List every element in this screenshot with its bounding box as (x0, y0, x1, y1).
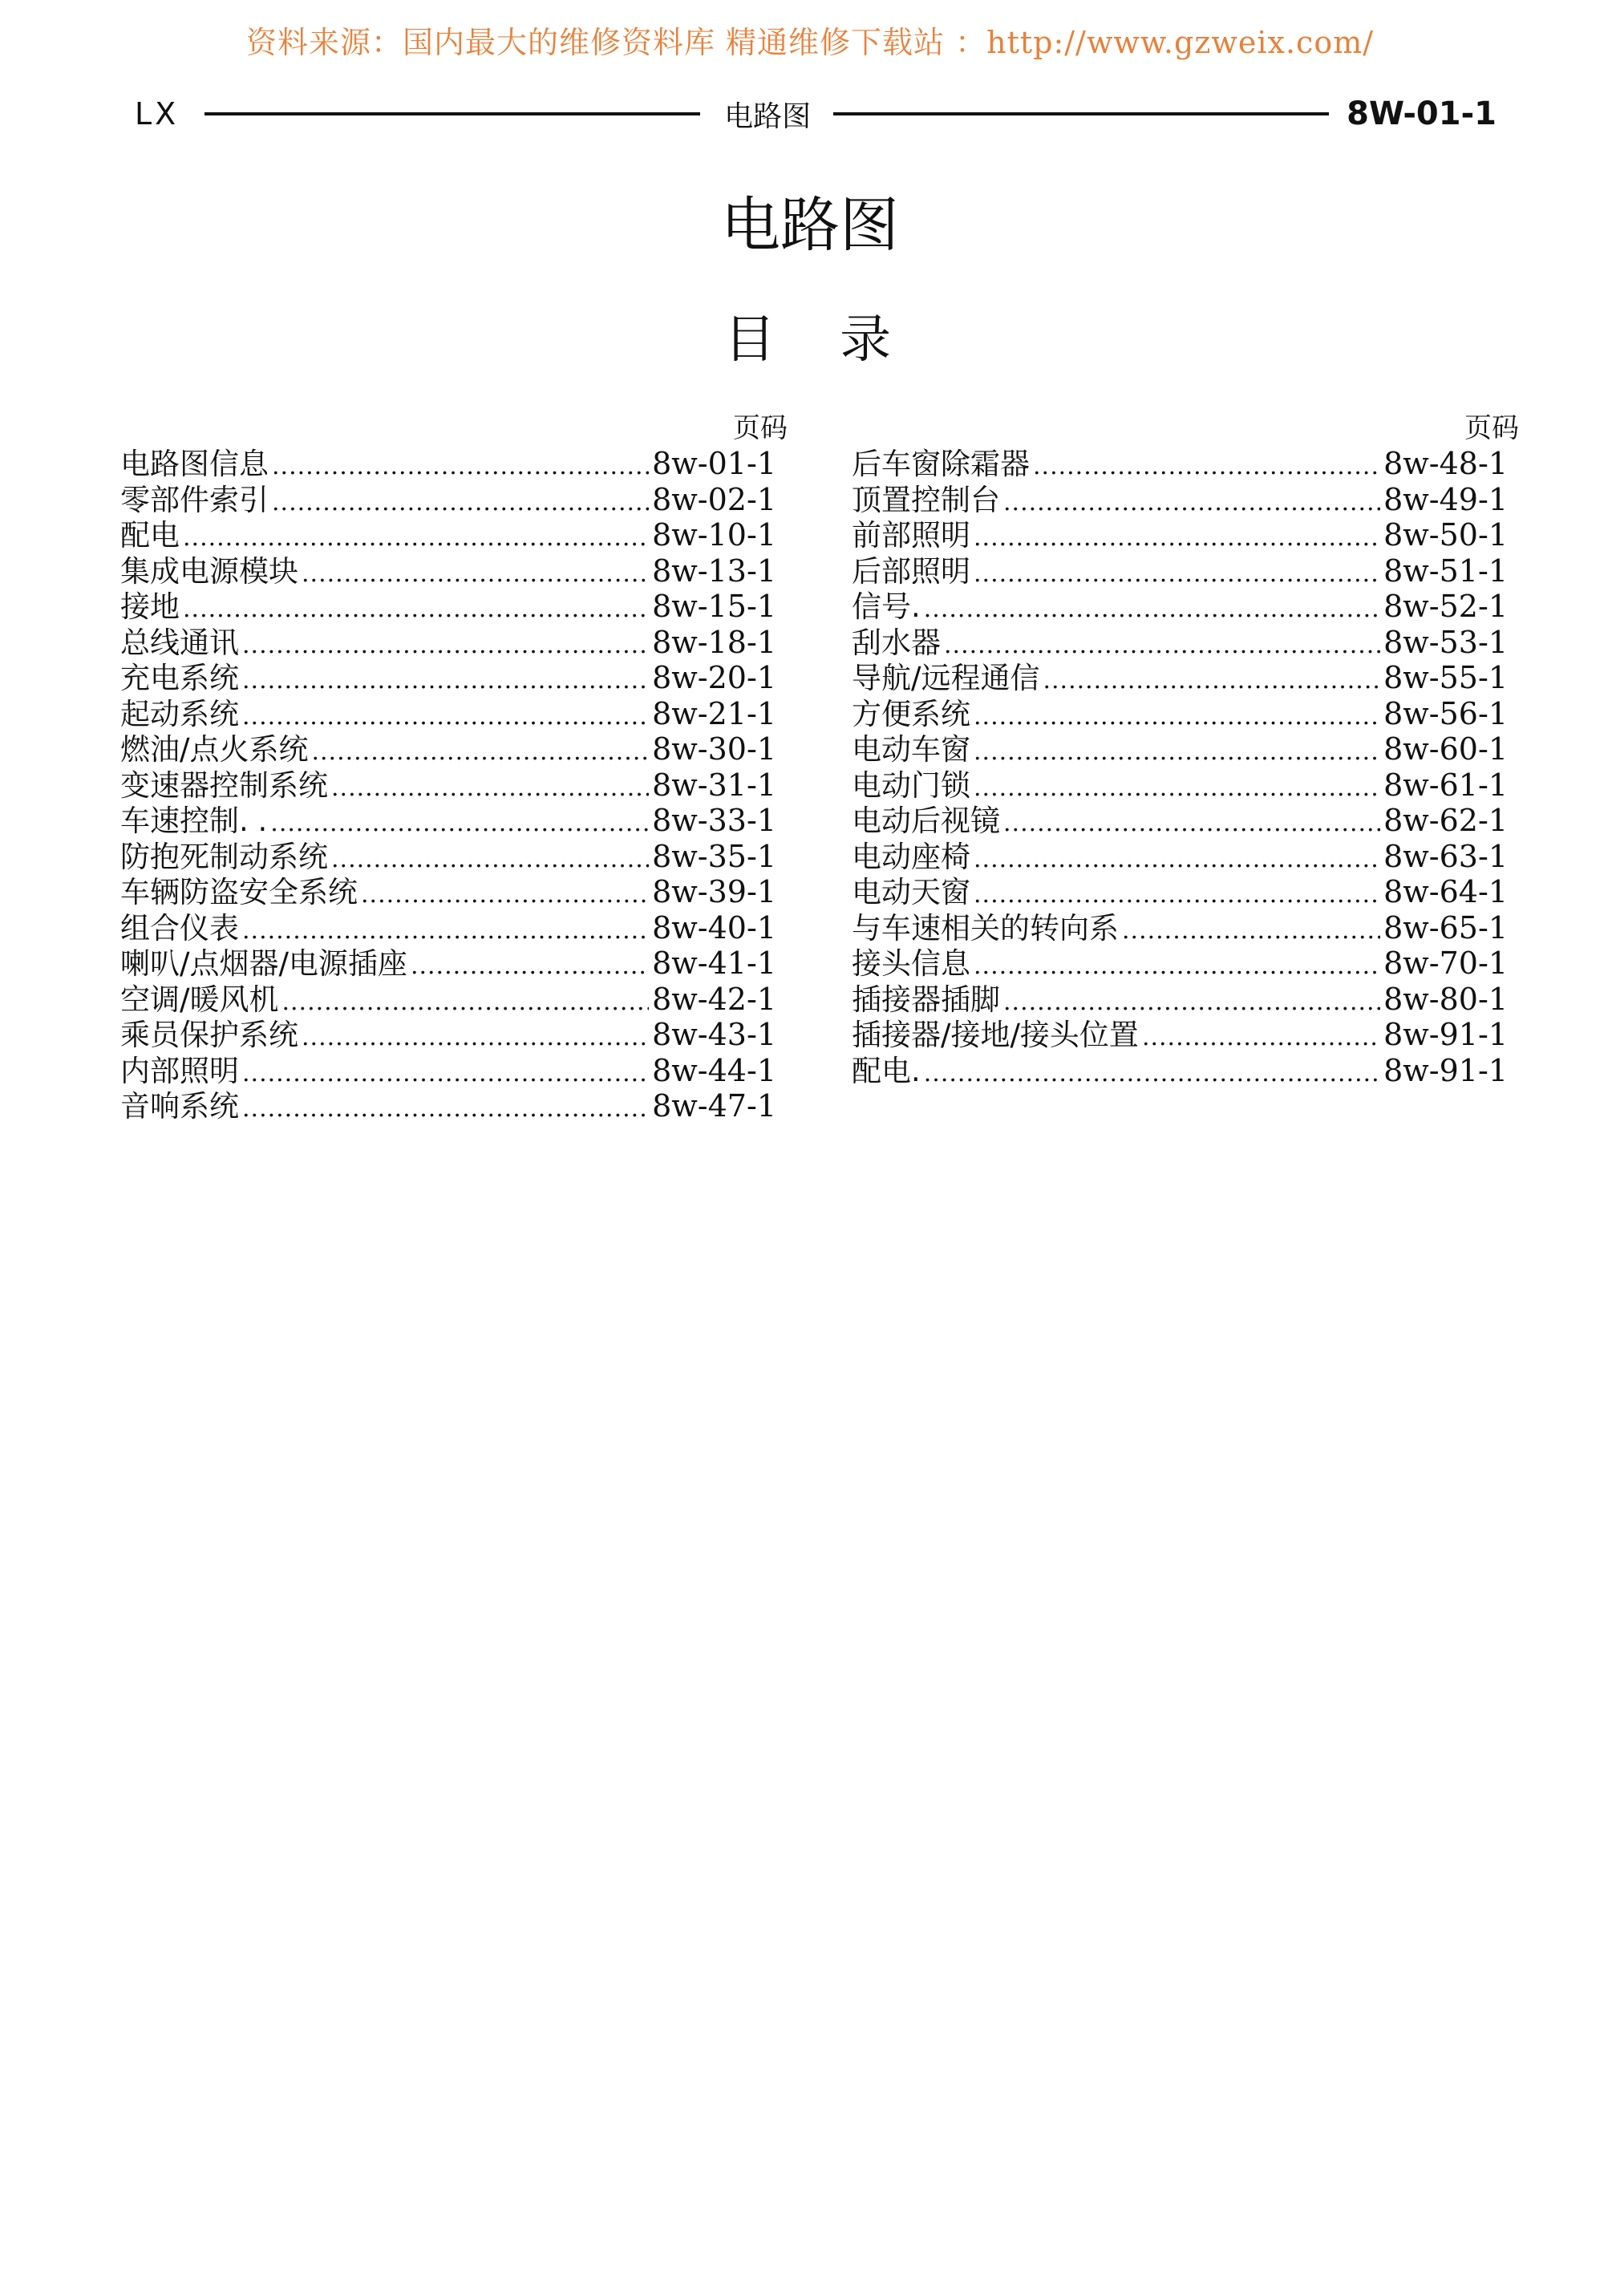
toc-entry[interactable] (120, 731, 776, 767)
dot-leader (272, 485, 649, 521)
toc-list-right (852, 446, 1508, 1088)
dot-leader (974, 520, 1380, 557)
toc-entry-page: 8w-10-1 (652, 517, 776, 553)
toc-entry-page: 8w-49-1 (1383, 481, 1508, 517)
dot-leader (361, 877, 649, 913)
toc-entry-label: 插接器插脚 (852, 982, 1000, 1017)
toc-entry[interactable] (852, 446, 1508, 482)
toc-entry-page: 8w-64-1 (1383, 874, 1508, 909)
toc-entry[interactable] (120, 839, 776, 875)
toc-entry-label: 乘员保护系统 (120, 1018, 298, 1052)
dot-leader (974, 877, 1380, 913)
toc-entry-label: 零部件索引 (120, 482, 269, 517)
toc-entry-label: 电路图信息 (120, 447, 269, 481)
toc-entry-page: 8w-48-1 (1383, 446, 1508, 481)
toc-entry[interactable] (852, 660, 1508, 696)
toc-entry-label: 燃油/点火系统 (120, 732, 309, 767)
toc-entry-page: 8w-44-1 (652, 1052, 776, 1088)
toc-entry-label: 总线通讯 (120, 625, 239, 660)
toc-entry-label: 电动后视镜 (852, 804, 1000, 838)
dot-leader (242, 663, 649, 699)
toc-entry-page: 8w-55-1 (1383, 660, 1508, 695)
toc-entry[interactable] (852, 731, 1508, 767)
toc-entry-label: 导航/远程通信 (852, 661, 1040, 695)
toc-column-left (120, 411, 788, 1124)
toc-entry-page: 8w-35-1 (652, 838, 776, 874)
dot-leader (242, 699, 649, 735)
dot-leader (242, 628, 649, 664)
toc-entry-label: 起动系统 (120, 696, 239, 731)
toc-entry-page: 8w-43-1 (652, 1017, 776, 1052)
source-watermark: 资料来源：国内最大的维修资料库 精通维修下载站 ：http://www.gzweix.com/ (245, 25, 1375, 60)
toc-entry-page: 8w-52-1 (1383, 589, 1508, 624)
toc-entry-label: 前部照明 (852, 518, 970, 553)
toc-entry[interactable] (120, 910, 776, 946)
toc-entry[interactable] (120, 446, 776, 482)
toc-entry-page: 8w-53-1 (1383, 624, 1508, 660)
page-column-header: 页码 (733, 412, 788, 444)
toc-entry-page: 8w-40-1 (652, 909, 776, 946)
toc-entry-label: 插接器/接地/接头位置 (852, 1018, 1139, 1052)
toc-entry-label: 信号. (852, 589, 921, 624)
toc-entry[interactable] (120, 660, 776, 696)
dot-leader (302, 557, 649, 593)
toc-entry-label: 配电 (120, 518, 180, 553)
dot-leader (242, 1091, 649, 1128)
toc-entry[interactable] (120, 803, 776, 839)
toc-entry-label: 音响系统 (120, 1089, 239, 1124)
dot-leader (311, 735, 649, 771)
toc-entry[interactable] (852, 553, 1508, 589)
model-code: LX (135, 96, 180, 132)
toc-entry[interactable] (852, 874, 1508, 910)
dot-leader (974, 842, 1380, 878)
toc-entry[interactable] (852, 767, 1508, 804)
header-rule-left (205, 112, 700, 115)
toc-entry-page: 8w-13-1 (652, 553, 776, 589)
toc-entry-label: 后部照明 (852, 553, 970, 589)
dot-leader (242, 913, 649, 950)
toc-entry-page: 8w-51-1 (1383, 553, 1508, 589)
toc-entry-page: 8w-39-1 (652, 874, 776, 909)
toc-entry[interactable] (120, 553, 776, 589)
toc-entry[interactable] (852, 803, 1508, 839)
toc-entry-page: 8w-56-1 (1383, 695, 1508, 731)
toc-entry-label: 变速器控制系统 (120, 767, 328, 803)
dot-leader (331, 771, 649, 807)
toc-entry-page: 8w-91-1 (1383, 1017, 1508, 1052)
toc-entry[interactable] (120, 696, 776, 732)
toc-entry-label: 刮水器 (852, 625, 941, 660)
toc-entry[interactable] (852, 517, 1508, 553)
toc-entry-page: 8w-42-1 (652, 981, 776, 1017)
toc-entry-page: 8w-02-1 (652, 481, 776, 517)
toc-heading: 目 录 (723, 310, 916, 370)
toc-entry-label: 与车速相关的转向系 (852, 910, 1119, 946)
toc-entry-label: 电动天窗 (852, 875, 970, 909)
dot-leader (944, 628, 1380, 664)
header-rule-right (833, 112, 1329, 115)
page-column-header: 页码 (1464, 412, 1519, 444)
toc-entry-label: 集成电源模块 (120, 553, 298, 589)
toc-entry-label: 接头信息 (852, 946, 970, 981)
toc-entry-page: 8w-20-1 (652, 660, 776, 695)
dot-leader (281, 985, 649, 1021)
toc-entry-page: 8w-80-1 (1383, 981, 1508, 1017)
toc-entry[interactable] (120, 874, 776, 910)
dot-leader (974, 699, 1380, 735)
dot-leader (1033, 449, 1380, 485)
toc-entry-page: 8w-01-1 (652, 446, 776, 481)
toc-entry-page: 8w-50-1 (1383, 517, 1508, 553)
toc-entry-label: 空调/暖风机 (120, 982, 279, 1017)
dot-leader (272, 449, 649, 485)
toc-entry[interactable] (852, 946, 1508, 982)
dot-leader (1122, 913, 1380, 950)
dot-leader (974, 557, 1380, 593)
dot-leader (411, 949, 649, 985)
dot-leader (924, 592, 1380, 628)
toc-entry[interactable] (852, 1017, 1508, 1053)
toc-entry[interactable] (852, 696, 1508, 732)
toc-entry-page: 8w-41-1 (652, 946, 776, 981)
toc-entry[interactable] (120, 1017, 776, 1053)
dot-leader (974, 735, 1380, 771)
toc-entry-label: 电动车窗 (852, 732, 970, 767)
dot-leader (183, 592, 649, 628)
dot-leader (1003, 806, 1380, 842)
toc-entry[interactable] (852, 625, 1508, 661)
toc-entry[interactable] (120, 1088, 776, 1124)
toc-entry-page: 8w-63-1 (1383, 838, 1508, 874)
toc-entry[interactable] (120, 589, 776, 625)
toc-entry[interactable] (120, 1053, 776, 1089)
toc-entry-page: 8w-62-1 (1383, 803, 1508, 838)
toc-entry-page: 8w-33-1 (652, 803, 776, 838)
toc-entry-label: 顶置控制台 (852, 482, 1000, 517)
toc-entry-label: 配电. (852, 1053, 921, 1088)
dot-leader (1003, 485, 1380, 521)
dot-leader (331, 842, 649, 878)
toc-entry-label: 电动门锁 (852, 767, 970, 803)
toc-column-right (852, 411, 1519, 1088)
toc-entry-page: 8w-31-1 (652, 767, 776, 803)
toc-entry-page: 8w-70-1 (1383, 946, 1508, 981)
toc-entry[interactable] (852, 910, 1508, 946)
toc-entry-page: 8w-65-1 (1383, 909, 1508, 946)
toc-entry[interactable] (120, 482, 776, 518)
toc-entry-page: 8w-47-1 (652, 1088, 776, 1124)
toc-entry[interactable] (120, 946, 776, 982)
toc-entry[interactable] (852, 839, 1508, 875)
dot-leader (1003, 985, 1380, 1021)
toc-list-left (120, 446, 776, 1124)
toc-entry-label: 后车窗除霜器 (852, 447, 1030, 481)
toc-entry-label: 防抱死制动系统 (120, 839, 328, 874)
toc-entry-page: 8w-61-1 (1383, 767, 1508, 803)
toc-entry-page: 8w-30-1 (652, 731, 776, 767)
dot-leader (242, 1056, 649, 1092)
toc-entry-page: 8w-21-1 (652, 695, 776, 731)
toc-entry-page: 8w-60-1 (1383, 731, 1508, 767)
toc-entry-label: 电动座椅 (852, 839, 970, 874)
toc-entry[interactable] (852, 589, 1508, 625)
toc-entry-label: 车速控制. . (120, 804, 268, 838)
toc-entry-label: 内部照明 (120, 1053, 239, 1088)
toc-entry[interactable] (852, 1053, 1508, 1089)
toc-entry-page: 8w-15-1 (652, 589, 776, 624)
toc-entry-label: 方便系统 (852, 696, 970, 731)
toc-entry-label: 接地 (120, 589, 180, 624)
toc-entry[interactable] (120, 517, 776, 553)
toc-entry-label: 车辆防盗安全系统 (120, 875, 358, 909)
toc-entry[interactable] (852, 982, 1508, 1018)
toc-entry-label: 喇叭/点烟器/电源插座 (120, 946, 407, 981)
dot-leader (924, 1056, 1380, 1092)
page-number: 8W-01-1 (1347, 95, 1497, 132)
dot-leader (974, 771, 1380, 807)
dot-leader (183, 520, 649, 557)
dot-leader (1142, 1020, 1380, 1056)
page-title: 电路图 (721, 191, 899, 260)
toc-entry-page: 8w-91-1 (1383, 1052, 1508, 1088)
dot-leader (270, 806, 649, 842)
dot-leader (974, 949, 1380, 985)
toc-entry[interactable] (852, 482, 1508, 518)
toc-entry-page: 8w-18-1 (652, 624, 776, 660)
page-header (135, 90, 1496, 138)
toc-entry-label: 充电系统 (120, 661, 239, 695)
toc-entry-label: 组合仪表 (120, 910, 239, 946)
toc-entry[interactable] (120, 767, 776, 804)
dot-leader (302, 1020, 649, 1056)
dot-leader (1043, 663, 1380, 699)
toc-entry[interactable] (120, 982, 776, 1018)
toc-entry[interactable] (120, 625, 776, 661)
section-name: 电路图 (724, 99, 812, 133)
